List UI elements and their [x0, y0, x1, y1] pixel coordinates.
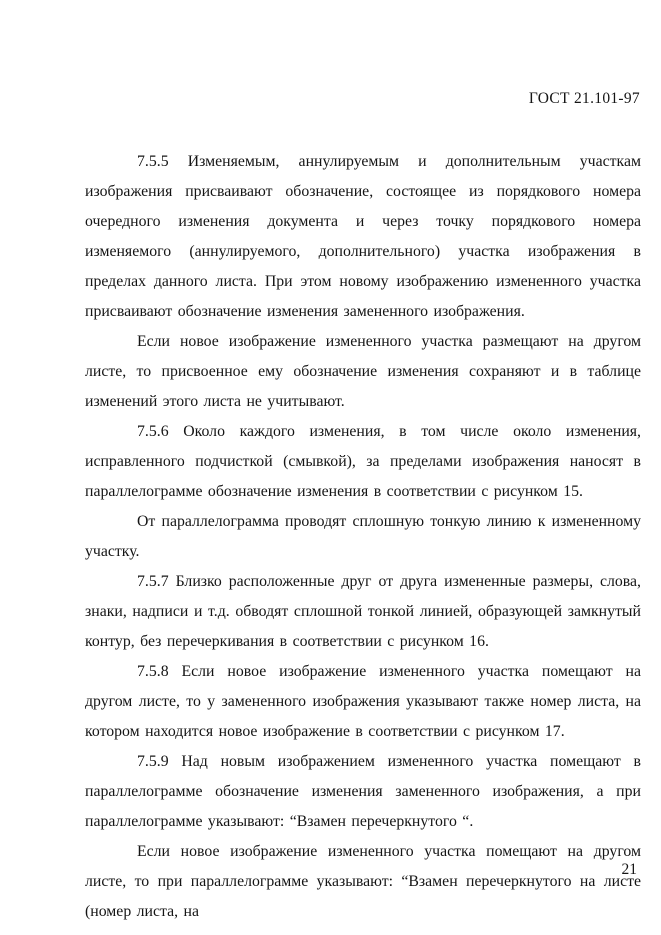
paragraph: От параллелограмма проводят сплошную тонкую линию к измененному участку. [85, 513, 641, 560]
document-body [85, 147, 641, 927]
page-number: 21 [621, 861, 637, 878]
paragraph: 7.5.7 Близко расположенные друг от друга измененные размеры, слова, знаки, надписи и т.д. обводят сплошной тонкой линией, образующей замкнутый контур, без перечеркивания в соответствии с рисунком 16. [85, 573, 641, 650]
paragraph: 7.5.5 Изменяемым, аннулируемым и дополнительным участкам изображения присваивают обозначение, состоящее из порядкового номера очередного изменения документа и через точку порядкового номера изменяемого (аннулируемого, дополнительного) участка изображения в пределах данного листа. При этом новому изображению измененного участка присваивают обозначение изменения замененного изображения. [85, 153, 641, 320]
paragraph: 7.5.8 Если новое изображение измененного участка помещают на другом листе, то у замененного изображения указывают также номер листа, на котором находится новое изображение в соответствии с рисунком 17. [85, 663, 641, 740]
document-header: ГОСТ 21.101-97 [528, 90, 640, 107]
paragraph: 7.5.9 Над новым изображением измененного участка помещают в параллелограмме обозначение изменения замененного изображения, а при параллелограмме указывают: “Взамен перечеркнутого “. [85, 753, 641, 830]
paragraph: Если новое изображение измененного участка размещают на другом листе, то присвоенное ему обозначение изменения сохраняют и в таблице изменений этого листа не учитывают. [85, 333, 641, 410]
paragraph: 7.5.6 Около каждого изменения, в том числе около изменения, исправленного подчисткой (смывкой), за пределами изображения наносят в параллелограмме обозначение изменения в соответствии с рисунком 15. [85, 423, 641, 500]
paragraph: Если новое изображение измененного участка помещают на другом листе, то при параллелограмме указывают: “Взамен перечеркнутого на листе (номер листа, на [85, 843, 641, 920]
